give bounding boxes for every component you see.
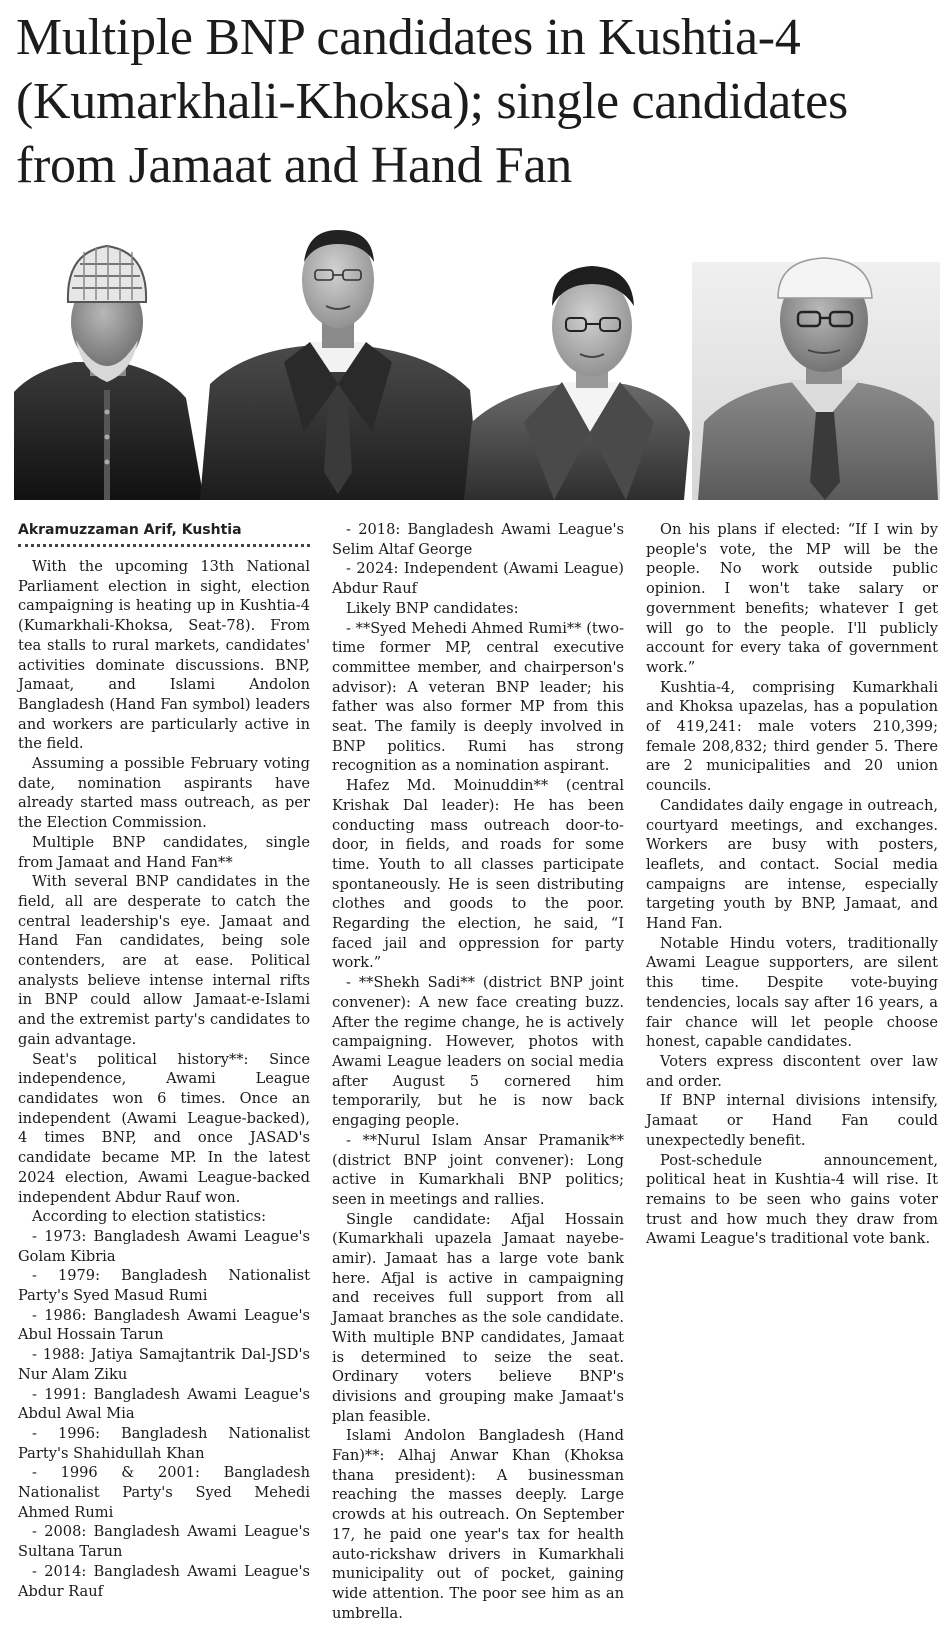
history-item: - 1991: Bangladesh Awami League's Abdul Awal Mia xyxy=(18,1385,310,1423)
paragraph: Voters express discontent over law and order. xyxy=(646,1052,938,1090)
candidate-photo-strip xyxy=(14,222,940,500)
paragraph: Candidates daily engage in outreach, courtyard meetings, and exchanges. Workers are busy with posters, leaflets, and contact. Social media campaigns are intense, especially targeting youth by BNP, Jamaat, and Hand Fan. xyxy=(646,796,938,933)
paragraph: With several BNP candidates in the field, all are desperate to catch the central leadership's eye. Jamaat and Hand Fan candidates, being sole contenders, are at ease. Political analysts believe intense internal rifts in BNP could allow Jamaat-e-Islami and the extremist party's candidates to gain advantage. xyxy=(18,873,310,1048)
history-item: - 1996: Bangladesh Nationalist Party's Shahidullah Khan xyxy=(18,1424,310,1462)
paragraph: Seat's political history**: Since independence, Awami League candidates won 6 times. Once an independent (Awami League-backed), 4 times BNP, and once JASAD's candidate became MP. In the latest 2024 election, Awami League-backed independent Abdur Rauf won. xyxy=(18,1050,310,1206)
paragraph: Islami Andolon Bangladesh (Hand Fan)**: Alhaj Anwar Khan (Khoksa thana president): A businessman reaching the masses deeply. Large crowds at his outreach. On September 17, he paid one year's tax for health auto-rickshaw drivers in Kumarkhali municipality out of pocket, gaining wide attention. The poor see him as an umbrella. xyxy=(332,1427,624,1622)
paragraph: Likely BNP candidates: xyxy=(346,599,519,617)
history-item: - 1986: Bangladesh Awami League's Abul Hossain Tarun xyxy=(18,1306,310,1344)
candidate-photo-4 xyxy=(692,258,940,500)
byline: Akramuzzaman Arif, Kushtia xyxy=(18,520,310,547)
paragraph: According to election statistics: xyxy=(32,1208,266,1226)
paragraph: On his plans if elected: “If I win by people's vote, the MP will be the people. No work outside public opinion. I won't take salary or government benefits; whatever I get will go to the people. I'll publicly account for every taka of government work.” xyxy=(646,521,938,676)
candidate-item: Hafez Md. Moinuddin** (central Krishak Dal leader): He has been conducting mass outreach door-to-door, in fields, and roads for some time. Youth to all classes participate spontaneously. He is seen distributing clothes and goods to the poor. Regarding the election, he said, “I faced jail and oppression for party work.” xyxy=(332,777,624,972)
paragraph: If BNP internal divisions intensify, Jamaat or Hand Fan could unexpectedly benefit. xyxy=(646,1092,938,1149)
paragraph: Multiple BNP candidates, single from Jamaat and Hand Fan** xyxy=(18,833,310,871)
history-item: - 1979: Bangladesh Nationalist Party's Syed Masud Rumi xyxy=(18,1267,310,1305)
headline: Multiple BNP candidates in Kushtia-4 (Kumarkhali-Khoksa); single candidates from Jamaat and Hand Fan xyxy=(16,9,848,194)
candidate-photo-2 xyxy=(200,230,480,500)
history-item: - 1973: Bangladesh Awami League's Golam Kibria xyxy=(18,1227,310,1265)
candidate-item: - **Shekh Sadi** (district BNP joint convener): A new face creating buzz. After the regime change, he is actively campaigning. However, photos with Awami League leaders on social media after August 5 cornered him temporarily, but he is now back engaging people. xyxy=(332,974,624,1130)
candidate-item: - **Syed Mehedi Ahmed Rumi** (two-time former MP, central executive committee member, and chairperson's advisor): A veteran BNP leader; his father was also former MP from this seat. The family is deeply involved in BNP politics. Rumi has strong recognition as a nomination aspirant. xyxy=(332,619,624,775)
paragraph: Notable Hindu voters, traditionally Awami League supporters, are silent this time. Despite vote-buying tendencies, locals say after 16 years, a fair chance will let people choose honest, capable candidates. xyxy=(646,934,938,1051)
candidate-photo-1 xyxy=(14,246,204,500)
candidate-item: - **Nurul Islam Ansar Pramanik** (district BNP joint convener): Long active in Kumarkhali BNP politics; seen in meetings and rallies. xyxy=(332,1131,624,1208)
paragraph: Kushtia-4, comprising Kumarkhali and Khoksa upazelas, has a population of 419,241: male voters 210,399; female 208,832; third gender 5. There are 2 municipalities and 20 union councils. xyxy=(646,678,938,795)
paragraph: With the upcoming 13th National Parliament election in sight, election campaigning is heating up in Kushtia-4 (Kumarkhali-Khoksa, Seat-78). From tea stalls to rural markets, candidates' activities dominate discussions. BNP, Jamaat, and Islami Andolon Bangladesh (Hand Fan symbol) leaders and workers are particularly active in the field. xyxy=(18,558,310,753)
history-item: - 2024: Independent (Awami League) Abdur Rauf xyxy=(332,560,624,598)
paragraph: Post-schedule announcement, political heat in Kushtia-4 will rise. It remains to be seen who gains voter trust and how much they draw from Awami League's traditional vote bank. xyxy=(646,1151,938,1248)
history-item: - 1996 & 2001: Bangladesh Nationalist Party's Syed Mehedi Ahmed Rumi xyxy=(18,1464,310,1521)
article-body xyxy=(18,520,938,1632)
history-item: - 2014: Bangladesh Awami League's Abdur Rauf xyxy=(18,1562,310,1600)
paragraph: Assuming a possible February voting date, nomination aspirants have already started mass outreach, as per the Election Commission. xyxy=(18,755,310,832)
history-item: - 1988: Jatiya Samajtantrik Dal-JSD's Nur Alam Ziku xyxy=(18,1346,310,1383)
paragraph: Single candidate: Afjal Hossain (Kumarkhali upazela Jamaat nayebe-amir). Jamaat has a large vote bank here. Afjal is active in campaigning and receives full support from all Jamaat branches as the sole candidate. With multiple BNP candidates, Jamaat is determined to seize the seat. Ordinary voters believe BNP's divisions and grouping make Jamaat's plan feasible. xyxy=(332,1210,624,1425)
history-item: - 2008: Bangladesh Awami League's Sultana Tarun xyxy=(18,1523,310,1561)
history-item: - 2018: Bangladesh Awami League's Selim Altaf George xyxy=(332,521,624,558)
candidate-photo-3 xyxy=(464,266,690,500)
